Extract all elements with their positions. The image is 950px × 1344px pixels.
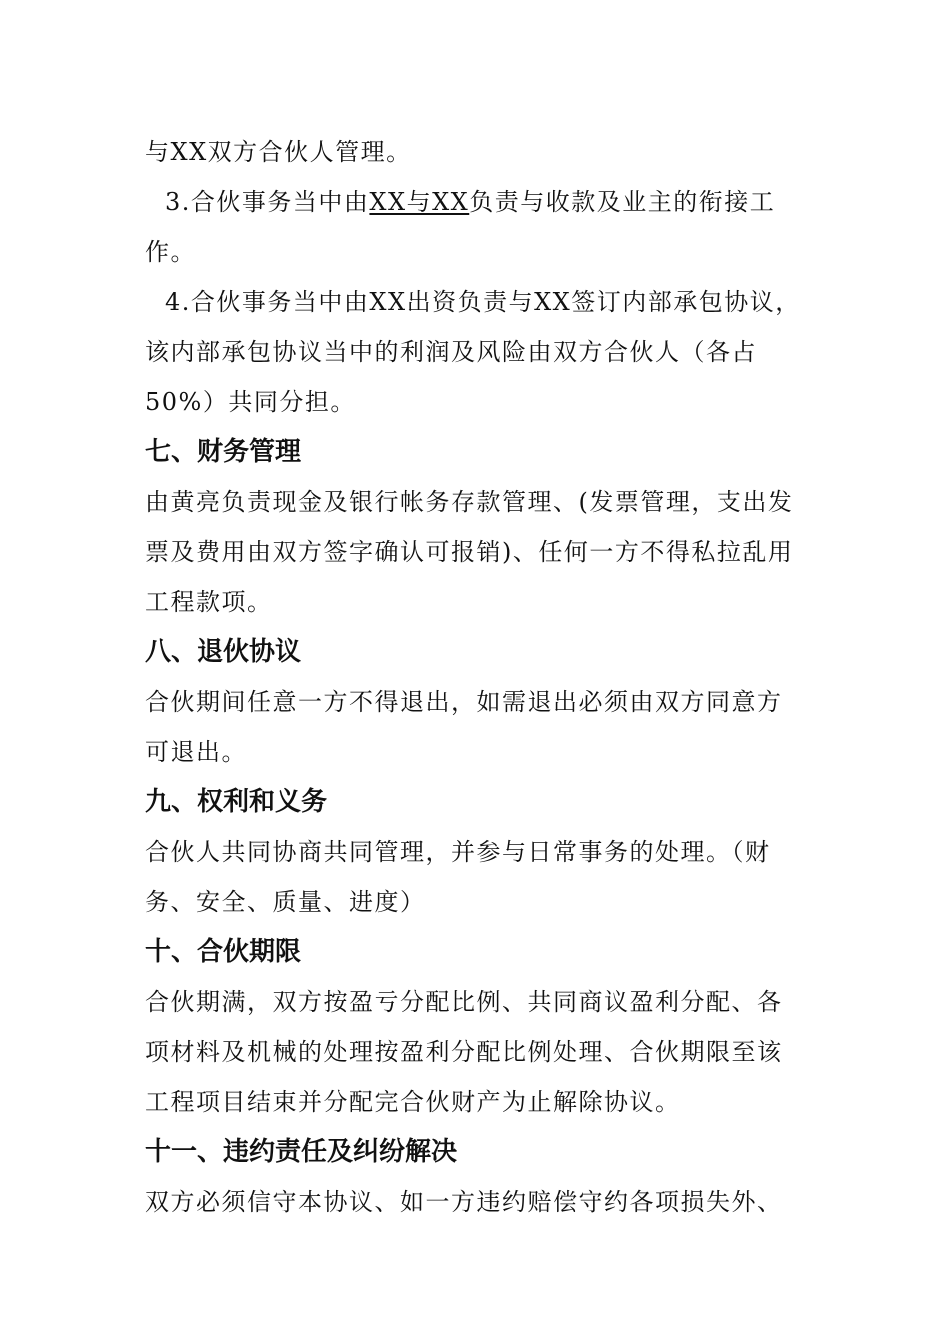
paragraph-line: 作。 — [145, 238, 196, 266]
paragraph-line: 与XX双方合伙人管理。 — [145, 138, 412, 166]
paragraph-line: 合伙期满，双方按盈亏分配比例、共同商议盈利分配、各 — [145, 988, 783, 1016]
paragraph-line: 50%）共同分担。 — [145, 388, 356, 416]
section-heading: 七、财务管理 — [145, 437, 302, 467]
paragraph-line: 工程项目结束并分配完合伙财产为止解除协议。 — [145, 1088, 681, 1116]
paragraph-line: 4.合伙事务当中由XX出资负责与XX签订内部承包协议， — [165, 288, 801, 316]
section-heading: 十一、违约责任及纠纷解决 — [145, 1137, 458, 1167]
section-heading: 八、退伙协议 — [145, 637, 302, 667]
underlined-text: XX与XX — [369, 188, 470, 216]
paragraph-line: 双方必须信守本协议、如一方违约赔偿守约各项损失外、 — [145, 1188, 783, 1216]
paragraph-line: 票及费用由双方签字确认可报销)、任何一方不得私拉乱用 — [145, 538, 794, 566]
paragraph-line: 务、安全、质量、进度） — [145, 888, 426, 916]
paragraph-line — [145, 177, 815, 227]
paragraph-text: 负责与收款及业主的衔接工 — [469, 188, 776, 216]
document-page — [145, 127, 815, 1227]
paragraph-text: 3.合伙事务当中由 — [165, 188, 370, 216]
paragraph-line: 项材料及机械的处理按盈利分配比例处理、合伙期限至该 — [145, 1038, 783, 1066]
paragraph-line: 工程款项。 — [145, 588, 273, 616]
paragraph-line: 由黄亮负责现金及银行帐务存款管理、(发票管理，支出发 — [145, 488, 794, 516]
section-heading: 九、权利和义务 — [145, 787, 328, 817]
section-heading: 十、合伙期限 — [145, 937, 302, 967]
paragraph-line: 该内部承包协议当中的利润及风险由双方合伙人（各占 — [145, 338, 757, 366]
paragraph-line: 合伙人共同协商共同管理，并参与日常事务的处理。（财 — [145, 838, 771, 866]
paragraph-line: 可退出。 — [145, 738, 247, 766]
paragraph-line: 合伙期间任意一方不得退出，如需退出必须由双方同意方 — [145, 688, 783, 716]
